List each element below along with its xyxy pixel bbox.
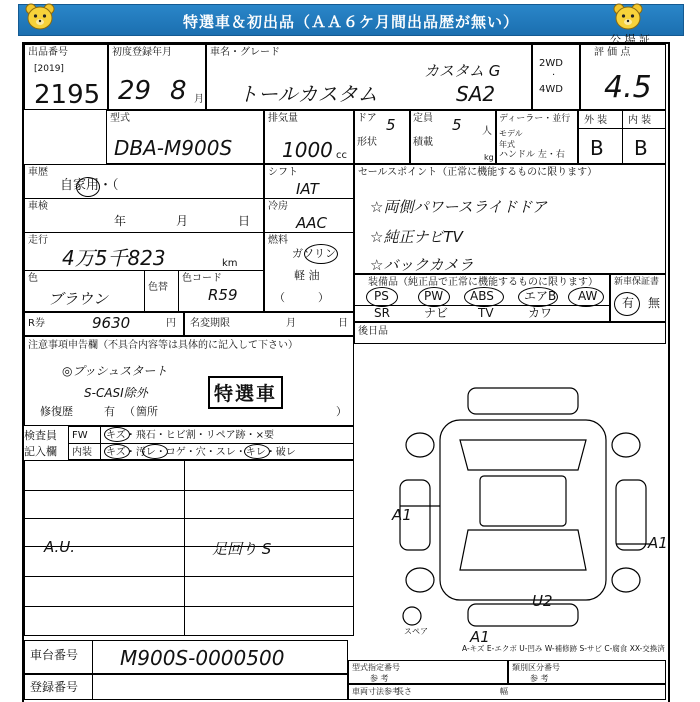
aircon-label: 冷房 bbox=[268, 201, 288, 212]
disp-unit: cc bbox=[336, 150, 347, 161]
type-ref: 参 考 bbox=[370, 674, 389, 683]
fuel-gas: ガソリン bbox=[292, 247, 336, 260]
equip-airbag: エアB bbox=[524, 289, 557, 303]
handle-label: ハンドル 左・右 bbox=[499, 150, 565, 160]
remark-left: A.U. bbox=[44, 538, 76, 556]
damage-mark: A1 bbox=[470, 628, 490, 646]
int-check-label: 内装 bbox=[72, 447, 92, 458]
damage-mark: U2 bbox=[532, 592, 553, 610]
equip-navi: ナビ bbox=[424, 306, 449, 320]
equip-leather: カワ bbox=[528, 306, 553, 320]
disp-value: 1000 bbox=[282, 138, 333, 162]
door-label: ドア bbox=[357, 113, 377, 124]
color-value: ブラウン bbox=[48, 290, 109, 308]
register-label: 登録番号 bbox=[30, 680, 79, 694]
ext-label: 外 装 bbox=[584, 115, 608, 126]
drive-2wd: 2WD bbox=[539, 58, 563, 69]
fw-items: キズ・飛石・ヒビ割・リペア跡・×要 bbox=[106, 430, 274, 441]
cap-value: 5 bbox=[452, 116, 462, 134]
insp-year-unit: 年 bbox=[114, 214, 127, 228]
model-value: DBA-M900S bbox=[114, 136, 233, 160]
model-label: 型式 bbox=[110, 113, 130, 124]
int-grade: B bbox=[634, 136, 648, 160]
insp-month-unit: 月 bbox=[176, 214, 189, 228]
score-value: 4.5 bbox=[604, 70, 652, 105]
inspection-label: 車検 bbox=[28, 201, 48, 212]
shade-label: 色替 bbox=[148, 282, 168, 293]
repair-yes: 有 bbox=[104, 405, 115, 418]
warranty-no: 無 bbox=[648, 296, 661, 310]
door-value: 5 bbox=[386, 116, 396, 134]
equip-label: 装備品（純正品で正常に機能するものに限ります） bbox=[368, 277, 598, 288]
mileage-unit: km bbox=[222, 258, 238, 269]
car-damage-diagram bbox=[380, 380, 670, 640]
recycle-label: R券 bbox=[28, 318, 45, 329]
category-ref: 参 考 bbox=[530, 674, 549, 683]
score-label: 評 価 点 bbox=[594, 47, 631, 58]
sales-item: ☆両側パワースライドドア bbox=[370, 198, 547, 216]
equip-abs: ABS bbox=[470, 289, 494, 303]
change-month: 月 bbox=[286, 318, 296, 329]
usage-circle bbox=[76, 177, 100, 197]
bear-mascot-icon bbox=[610, 2, 646, 32]
damage-mark: A1 bbox=[392, 506, 412, 524]
ext-grade: B bbox=[590, 136, 604, 160]
load-unit: kg bbox=[484, 153, 494, 162]
year-tag: [2019] bbox=[34, 64, 64, 74]
reg-year: 29 bbox=[118, 76, 152, 106]
recycle-value: 9630 bbox=[92, 314, 131, 332]
car-name: トールカスタム bbox=[238, 82, 378, 106]
insp-day-unit: 日 bbox=[238, 214, 251, 228]
size-label: 車両寸法参考 bbox=[352, 687, 400, 696]
drive-box bbox=[532, 44, 580, 110]
fw-label: FW bbox=[72, 430, 88, 441]
equip-tv: TV bbox=[478, 306, 494, 320]
equip-pw: PW bbox=[424, 289, 444, 303]
reg-month-unit: 月 bbox=[194, 94, 204, 105]
disp-label: 排気量 bbox=[268, 113, 298, 124]
grade: カスタム G bbox=[424, 62, 501, 80]
reg-label: 初度登録年月 bbox=[112, 47, 172, 58]
width-label: 幅 bbox=[500, 687, 508, 696]
lot-label: 出品番号 bbox=[28, 47, 68, 58]
drive-4wd: 4WD bbox=[539, 84, 563, 95]
shift-label: シフト bbox=[268, 167, 298, 178]
load-label: 積載 bbox=[413, 137, 433, 148]
usage-text: 自家用・（ bbox=[60, 178, 119, 193]
damage-mark: A1 bbox=[648, 534, 668, 552]
chassis-label: 車台番号 bbox=[30, 648, 79, 662]
cap-unit: 人 bbox=[482, 126, 492, 137]
usage-label: 車歴 bbox=[28, 167, 48, 178]
corner-label: 公 場 証 bbox=[610, 33, 650, 46]
drive-dot: · bbox=[552, 70, 556, 81]
later-box bbox=[354, 322, 666, 344]
repair-label: 修復歴 bbox=[40, 405, 73, 418]
mileage-value: 4万5千823 bbox=[62, 246, 166, 270]
shift-value: IAT bbox=[296, 180, 319, 198]
notes-line2: S-CASI除外 bbox=[84, 386, 148, 400]
notes-line1: ◎プッシュスタート bbox=[62, 364, 168, 378]
equip-ps: PS bbox=[374, 289, 389, 303]
warranty-yes: 有 bbox=[622, 296, 635, 310]
sales-label: セールスポイント（正常に機能するものに限ります） bbox=[358, 167, 598, 178]
spare-label: スペア bbox=[404, 627, 428, 636]
len-label: 長さ bbox=[396, 687, 412, 696]
type-label: 型式指定番号 bbox=[352, 663, 400, 672]
reg-month: 8 bbox=[170, 76, 187, 106]
form-label: 形状 bbox=[357, 137, 377, 148]
warranty-label: 新車保証書 bbox=[614, 277, 660, 287]
cap-label: 定員 bbox=[413, 113, 433, 124]
fuel-label: 燃料 bbox=[268, 235, 288, 246]
grade2: SA2 bbox=[456, 82, 496, 106]
repair-point: 箇所 bbox=[136, 405, 158, 418]
sales-item: ☆純正ナビTV bbox=[370, 228, 463, 246]
model-year-label: モデル年式 bbox=[499, 129, 523, 149]
color-code-label: 色コード bbox=[182, 273, 222, 284]
later-label: 後日品 bbox=[358, 326, 388, 337]
remark-right: 足回り S bbox=[212, 540, 272, 558]
banner bbox=[18, 4, 684, 36]
chassis-value: M900S-0000500 bbox=[120, 646, 285, 670]
fuel-circle bbox=[304, 244, 338, 264]
change-label: 名変期限 bbox=[190, 318, 230, 329]
color-label: 色 bbox=[28, 273, 38, 284]
fuel-diesel: 軽 油 bbox=[294, 269, 320, 282]
bear-mascot-icon bbox=[22, 2, 58, 32]
notes-label: 注意事項申告欄（不具合内容等は具体的に記入して下さい） bbox=[28, 340, 298, 351]
change-day: 日 bbox=[338, 318, 348, 329]
name-label: 車名・グレード bbox=[210, 47, 280, 58]
dealer-label: ディーラー・並行 bbox=[499, 114, 571, 124]
int-label: 内 装 bbox=[628, 115, 652, 126]
aircon-value: AAC bbox=[296, 214, 327, 232]
legend: A-キズ E-エクボ U-凹み W-補修跡 S-サビ C-腐食 XX-交換済 bbox=[462, 644, 665, 653]
sales-item: ☆バックカメラ bbox=[370, 256, 474, 274]
color-code: R59 bbox=[208, 286, 238, 304]
inspector-label: 検査員 記入欄 bbox=[24, 429, 57, 458]
category-label: 類別区分番号 bbox=[512, 663, 560, 672]
banner-title: 特選車＆初出品（ＡＡ６ケ月間出品歴が無い） bbox=[182, 13, 519, 31]
recycle-unit: 円 bbox=[166, 318, 176, 329]
equip-aw: AW bbox=[578, 289, 598, 303]
lot-number: 2195 bbox=[34, 80, 101, 110]
int-check-items: キズ・汚レ・コゲ・穴・スレ・キレ・破レ bbox=[106, 447, 296, 458]
equip-sr: SR bbox=[374, 306, 390, 320]
mileage-label: 走行 bbox=[28, 235, 48, 246]
tokusen-stamp: 特選車 bbox=[208, 376, 283, 409]
